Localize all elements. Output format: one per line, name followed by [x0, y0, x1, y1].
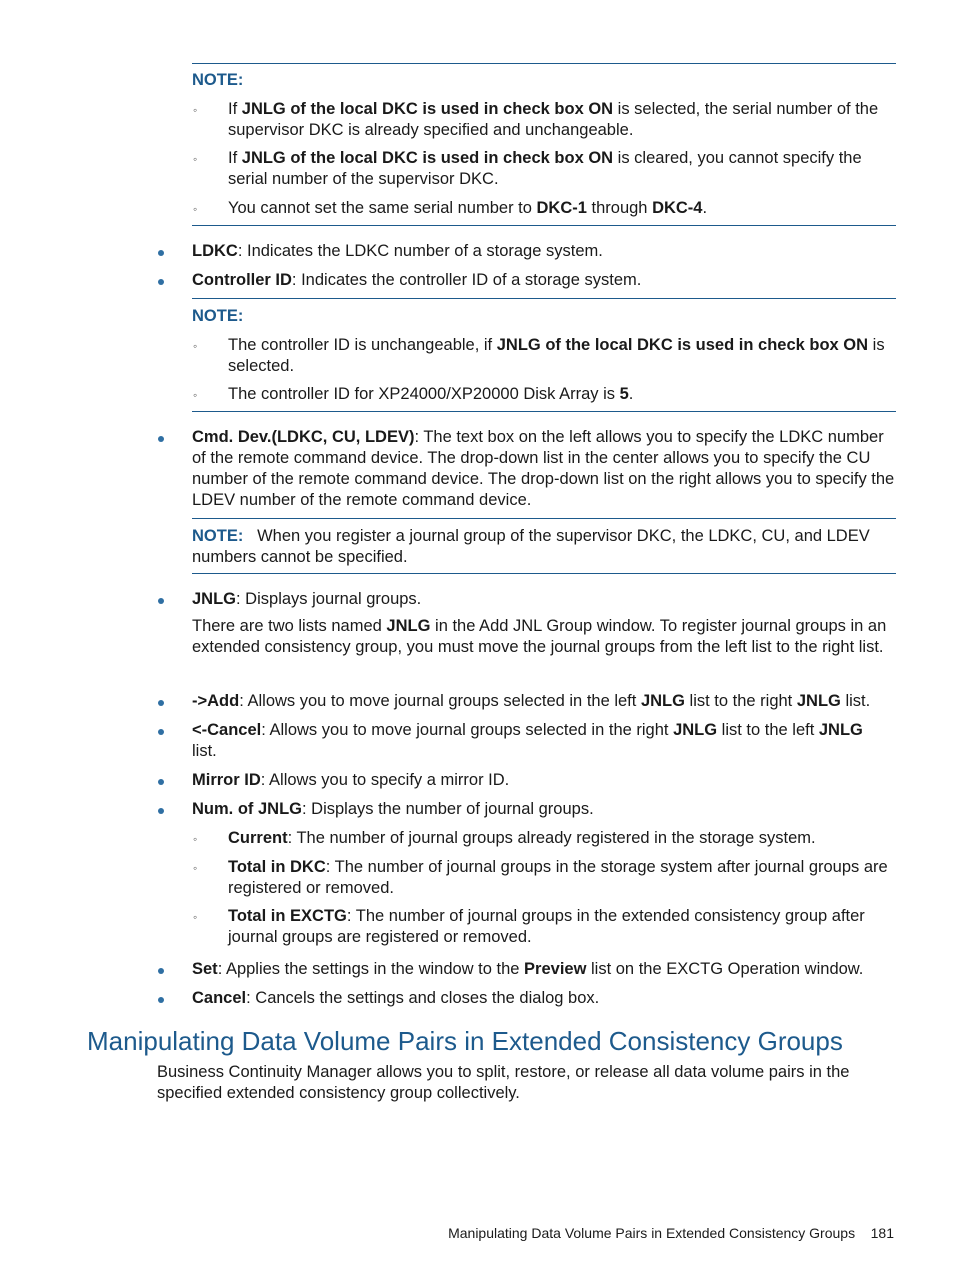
note-item: If JNLG of the local DKC is used in check box ON is cleared, you cannot specify the serial number of the supervisor DKC.: [228, 149, 862, 188]
list-item-jnlg: JNLG: Displays journal groups.: [192, 590, 422, 608]
bullet-icon: [158, 700, 164, 706]
bullet-icon: [158, 968, 164, 974]
page-number: 181: [870, 1225, 894, 1241]
sub-bullet-icon: ◦: [193, 910, 198, 924]
sub-bullet-icon: ◦: [193, 388, 198, 402]
note-bottom-rule: [192, 225, 896, 226]
note-top-rule: [192, 63, 896, 64]
note-item: If JNLG of the local DKC is used in check box ON is selected, the serial number of the supervisor DKC is already specified and unchangeable.: [228, 100, 879, 139]
list-item-set: Set: Applies the settings in the window to the Preview list on the EXCTG Operation window.: [192, 960, 864, 978]
note-top-rule: [192, 518, 896, 519]
bullet-icon: [158, 279, 164, 285]
sub-bullet-icon: ◦: [193, 202, 198, 216]
sub-bullet-icon: ◦: [193, 152, 198, 166]
sub-bullet-icon: ◦: [193, 832, 198, 846]
bullet-icon: [158, 250, 164, 256]
bullet-icon: [158, 436, 164, 442]
note-top-rule: [192, 298, 896, 299]
note-item: The controller ID for XP24000/XP20000 Disk Array is 5.: [228, 385, 634, 403]
note-item: The controller ID is unchangeable, if JNLG of the local DKC is used in check box ON is selected.: [228, 336, 885, 375]
sub-item-total-exctg: Total in EXCTG: The number of journal groups in the extended consistency group after journal groups are registered or removed.: [228, 907, 865, 946]
sub-item-current: Current: The number of journal groups already registered in the storage system.: [228, 829, 816, 847]
list-item-cancel-move: <-Cancel: Allows you to move journal groups selected in the right JNLG list to the left JNLG list.: [192, 721, 863, 760]
list-item-mirror-id: Mirror ID: Allows you to specify a mirror ID.: [192, 771, 510, 789]
list-item-num-jnlg: Num. of JNLG: Displays the number of journal groups.: [192, 800, 594, 818]
note-label: NOTE:: [192, 71, 244, 89]
note-label: NOTE:: [192, 307, 244, 325]
bullet-icon: [158, 598, 164, 604]
page-footer: [448, 1223, 894, 1244]
bullet-icon: [158, 729, 164, 735]
note-item: You cannot set the same serial number to DKC-1 through DKC-4.: [228, 199, 708, 217]
bullet-icon: [158, 997, 164, 1003]
sub-bullet-icon: ◦: [193, 861, 198, 875]
list-item-cmd-dev: Cmd. Dev.(LDKC, CU, LDEV): The text box on the left allows you to specify the LDKC number of the remote command device. The drop-down list in the center allows you to specify the CU number of the remote command device. The drop-down list on the right allows you to specify the LDEV number of the remote command device.: [192, 428, 895, 509]
jnlg-paragraph: There are two lists named JNLG in the Add JNL Group window. To register journal groups in an extended consistency group, you must move the journal groups from the left list to the right list.: [192, 617, 887, 656]
footer-title: Manipulating Data Volume Pairs in Extended Consistency Groups: [448, 1225, 856, 1241]
list-item-ldkc: LDKC: Indicates the LDKC number of a storage system.: [192, 242, 603, 260]
section-body: Business Continuity Manager allows you to split, restore, or release all data volume pairs in the specified extended consistency group collectively.: [157, 1063, 850, 1102]
list-item-controller-id: Controller ID: Indicates the controller ID of a storage system.: [192, 271, 642, 289]
sub-bullet-icon: ◦: [193, 103, 198, 117]
bullet-icon: [158, 808, 164, 814]
section-heading: Manipulating Data Volume Pairs in Extended Consistency Groups: [87, 1026, 843, 1056]
note-bottom-rule: [192, 573, 896, 574]
list-item-cancel: Cancel: Cancels the settings and closes the dialog box.: [192, 989, 600, 1007]
sub-item-total-dkc: Total in DKC: The number of journal groups in the storage system after journal groups are registered or removed.: [228, 858, 888, 897]
sub-bullet-icon: ◦: [193, 339, 198, 353]
bullet-icon: [158, 779, 164, 785]
list-item-add: ->Add: Allows you to move journal groups selected in the left JNLG list to the right JNLG list.: [192, 692, 871, 710]
note-bottom-rule: [192, 411, 896, 412]
note-cmd-dev: NOTE: When you register a journal group of the supervisor DKC, the LDKC, CU, and LDEV numbers cannot be specified.: [192, 527, 870, 566]
note-label: NOTE:: [192, 527, 244, 545]
